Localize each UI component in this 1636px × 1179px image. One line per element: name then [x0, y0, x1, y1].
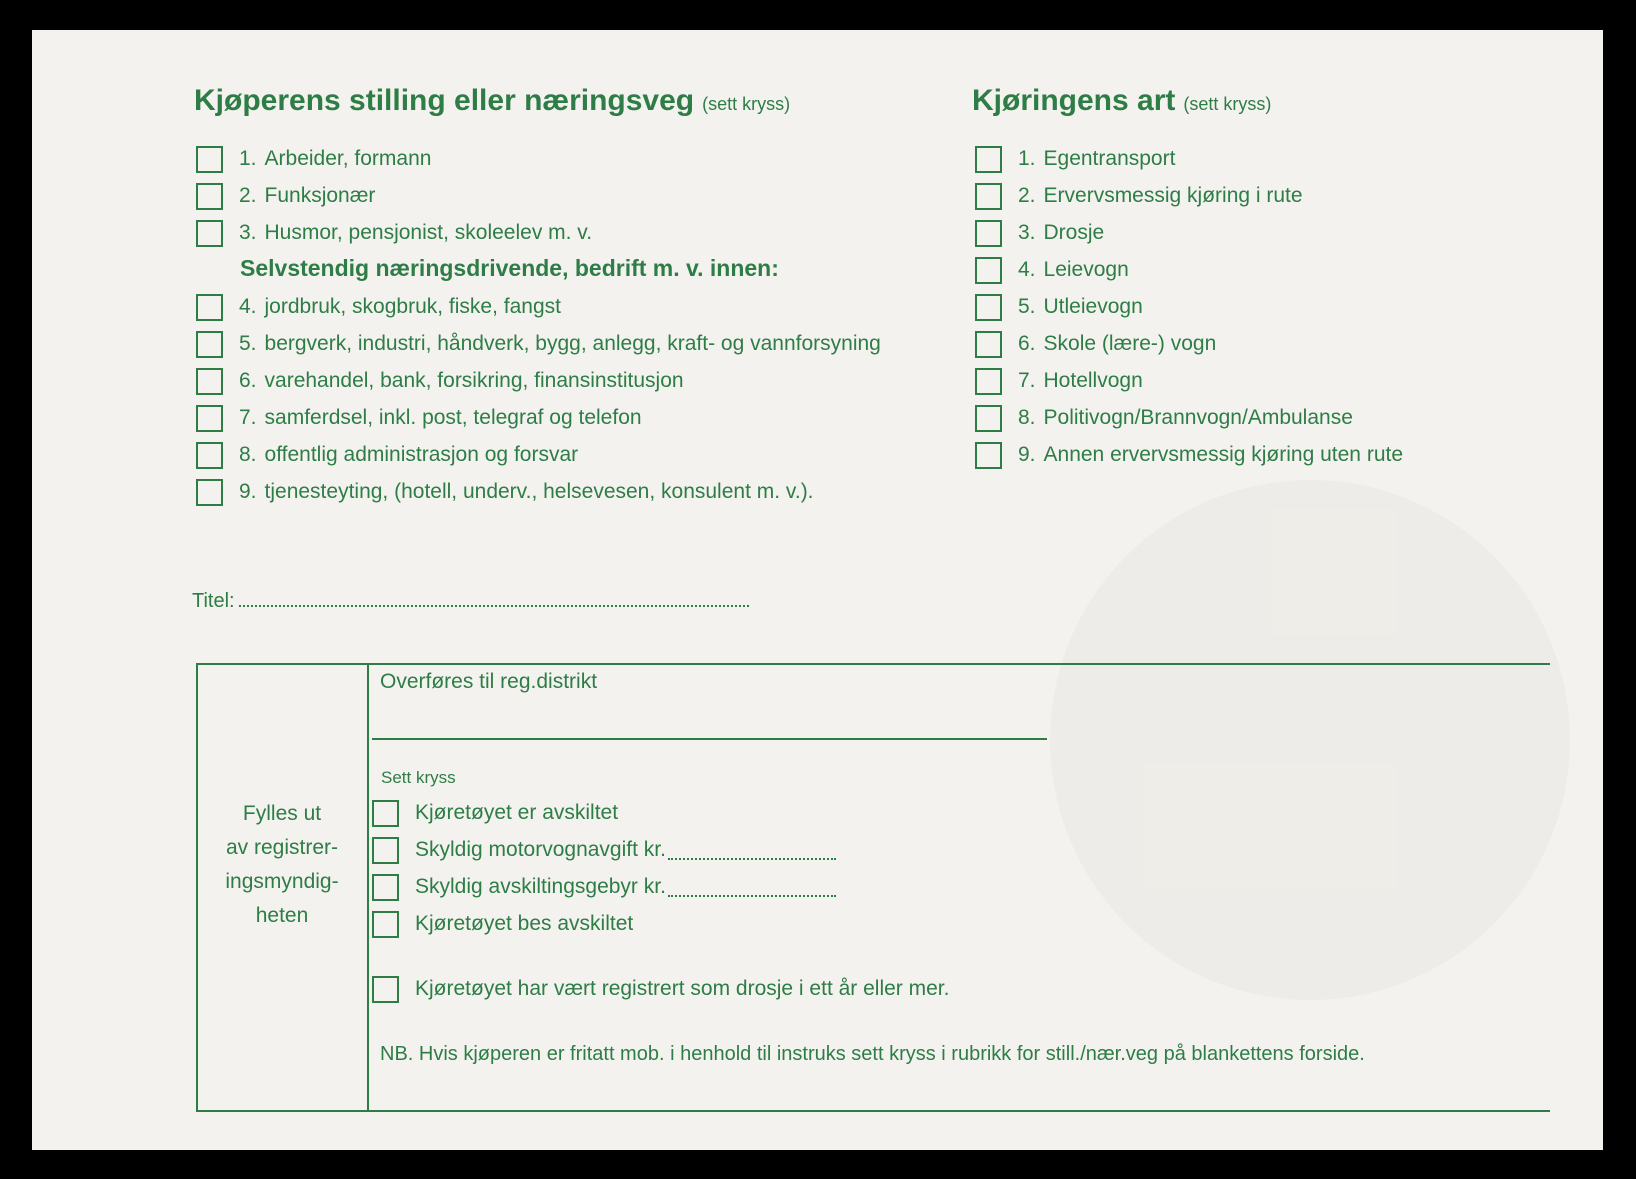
avskiltingsgebyr-checkbox[interactable] [372, 874, 399, 901]
occupation-option-4[interactable] [196, 290, 561, 324]
occupation-checkbox-4[interactable] [196, 294, 223, 321]
occupation-option-6[interactable] [196, 364, 684, 398]
box-top-border [196, 663, 1550, 665]
occupation-option-9[interactable] [196, 475, 814, 509]
option-number: 7. [239, 406, 257, 429]
occupation-checkbox-9[interactable] [196, 479, 223, 506]
option-label: samferdsel, inkl. post, telegraf og telefon [264, 406, 642, 429]
option-number: 1. [1018, 147, 1036, 170]
option-label: Politivogn/Brannvogn/Ambulanse [1043, 406, 1353, 429]
check-label: Kjøretøyet har vært registrert som drosje i ett år eller mer. [415, 977, 950, 1000]
occupation-option-8[interactable] [196, 438, 578, 472]
driving-option-3[interactable] [975, 216, 1104, 250]
bes-avskiltet-checkbox[interactable] [372, 911, 399, 938]
check-label: Skyldig avskiltingsgebyr kr. [415, 875, 666, 898]
check-motorvognavgift[interactable] [372, 833, 836, 867]
occupation-option-7[interactable] [196, 401, 642, 435]
occupation-checkbox-8[interactable] [196, 442, 223, 469]
driving-checkbox-5[interactable] [975, 294, 1002, 321]
option-number: 2. [1018, 184, 1036, 207]
check-avskiltingsgebyr[interactable] [372, 870, 836, 904]
authority-note-line: av registrer- [225, 836, 339, 859]
transfer-district-label: Overføres til reg.distrikt [380, 670, 598, 693]
option-number: 8. [1018, 406, 1036, 429]
option-number: 7. [1018, 369, 1036, 392]
buyer-occupation-heading [194, 84, 790, 118]
occupation-option-1[interactable] [196, 142, 431, 176]
option-number: 4. [1018, 258, 1036, 281]
drosje-checkbox[interactable] [372, 976, 399, 1003]
occupation-option-2[interactable] [196, 179, 375, 213]
buyer-occupation-title: Kjøperens stilling eller næringsveg [194, 84, 695, 117]
option-label: Arbeider, formann [264, 147, 432, 170]
option-number: 5. [1018, 295, 1036, 318]
driving-checkbox-3[interactable] [975, 220, 1002, 247]
motorvognavgift-checkbox[interactable] [372, 837, 399, 864]
option-number: 9. [239, 480, 257, 503]
amount-dotted-line[interactable] [668, 877, 836, 897]
option-label: varehandel, bank, forsikring, finansinstitusjon [264, 369, 684, 392]
occupation-option-5[interactable] [196, 327, 881, 361]
authority-note-line: Fylles ut [242, 802, 322, 825]
driving-checkbox-9[interactable] [975, 442, 1002, 469]
driving-type-title: Kjøringens art [972, 84, 1176, 117]
avskiltet-checkbox[interactable] [372, 800, 399, 827]
option-number: 9. [1018, 443, 1036, 466]
driving-option-2[interactable] [975, 179, 1303, 213]
option-label: Ervervsmessig kjøring i rute [1043, 184, 1303, 207]
check-label: Kjøretøyet bes avskiltet [415, 912, 634, 935]
option-number: 6. [239, 369, 257, 392]
driving-option-4[interactable] [975, 253, 1129, 287]
authority-note [196, 797, 368, 933]
authority-note-line: ingsmyndig- [225, 870, 339, 893]
option-number: 6. [1018, 332, 1036, 355]
driving-type-heading [972, 84, 1271, 118]
driving-option-9[interactable] [975, 438, 1403, 472]
occupation-checkbox-2[interactable] [196, 183, 223, 210]
driving-type-note: (sett kryss) [1183, 94, 1272, 114]
option-label: Skole (lære-) vogn [1043, 332, 1217, 355]
option-label: offentlig administrasjon og forsvar [264, 443, 579, 466]
option-label: Egentransport [1043, 147, 1176, 170]
box-bottom-border [198, 1110, 1550, 1112]
self-employed-subheading: Selvstendig næringsdrivende, bedrift m. v. innen: [240, 255, 779, 281]
option-number: 8. [239, 443, 257, 466]
transfer-district-line[interactable] [372, 738, 1047, 740]
occupation-checkbox-3[interactable] [196, 220, 223, 247]
option-label: Drosje [1043, 221, 1105, 244]
occupation-checkbox-1[interactable] [196, 146, 223, 173]
driving-option-5[interactable] [975, 290, 1143, 324]
check-label: Skyldig motorvognavgift kr. [415, 838, 666, 861]
option-label: bergverk, industri, håndverk, bygg, anlegg, kraft- og vannforsyning [264, 332, 881, 355]
amount-dotted-line[interactable] [668, 840, 836, 860]
buyer-occupation-note: (sett kryss) [702, 94, 791, 114]
titel-label: Titel: [192, 590, 235, 612]
option-label: Annen ervervsmessig kjøring uten rute [1043, 443, 1404, 466]
option-label: Funksjonær [264, 184, 376, 207]
option-number: 3. [239, 221, 257, 244]
driving-option-8[interactable] [975, 401, 1353, 435]
authority-note-line: heten [255, 904, 309, 927]
driving-option-6[interactable] [975, 327, 1216, 361]
check-bes-avskiltet[interactable] [372, 907, 633, 941]
driving-checkbox-4[interactable] [975, 257, 1002, 284]
driving-option-7[interactable] [975, 364, 1143, 398]
driving-checkbox-6[interactable] [975, 331, 1002, 358]
option-label: Utleievogn [1043, 295, 1143, 318]
option-label: Hotellvogn [1043, 369, 1143, 392]
check-drosje[interactable] [372, 972, 949, 1006]
titel-field[interactable] [192, 590, 749, 613]
titel-dotted-line[interactable] [239, 605, 749, 607]
option-label: tjenesteyting, (hotell, underv., helsevesen, konsulent m. v.). [264, 480, 814, 503]
check-label: Kjøretøyet er avskiltet [415, 801, 619, 824]
check-avskiltet[interactable] [372, 796, 618, 830]
driving-checkbox-8[interactable] [975, 405, 1002, 432]
driving-checkbox-1[interactable] [975, 146, 1002, 173]
driving-checkbox-7[interactable] [975, 368, 1002, 395]
occupation-checkbox-5[interactable] [196, 331, 223, 358]
option-label: Husmor, pensjonist, skoleelev m. v. [264, 221, 593, 244]
paper-stain [1050, 480, 1570, 1000]
option-number: 3. [1018, 221, 1036, 244]
nb-note: NB. Hvis kjøperen er fritatt mob. i henhold til instruks sett kryss i rubrikk for still./nær.veg på blankettens forside. [380, 1043, 1365, 1065]
sett-kryss-label: Sett kryss [381, 768, 456, 787]
option-number: 2. [239, 184, 257, 207]
occupation-checkbox-6[interactable] [196, 368, 223, 395]
option-label: jordbruk, skogbruk, fiske, fangst [264, 295, 561, 318]
occupation-option-3[interactable] [196, 216, 592, 250]
driving-checkbox-2[interactable] [975, 183, 1002, 210]
driving-option-1[interactable] [975, 142, 1175, 176]
option-label: Leievogn [1043, 258, 1129, 281]
occupation-checkbox-7[interactable] [196, 405, 223, 432]
option-number: 1. [239, 147, 257, 170]
option-number: 4. [239, 295, 257, 318]
option-number: 5. [239, 332, 257, 355]
